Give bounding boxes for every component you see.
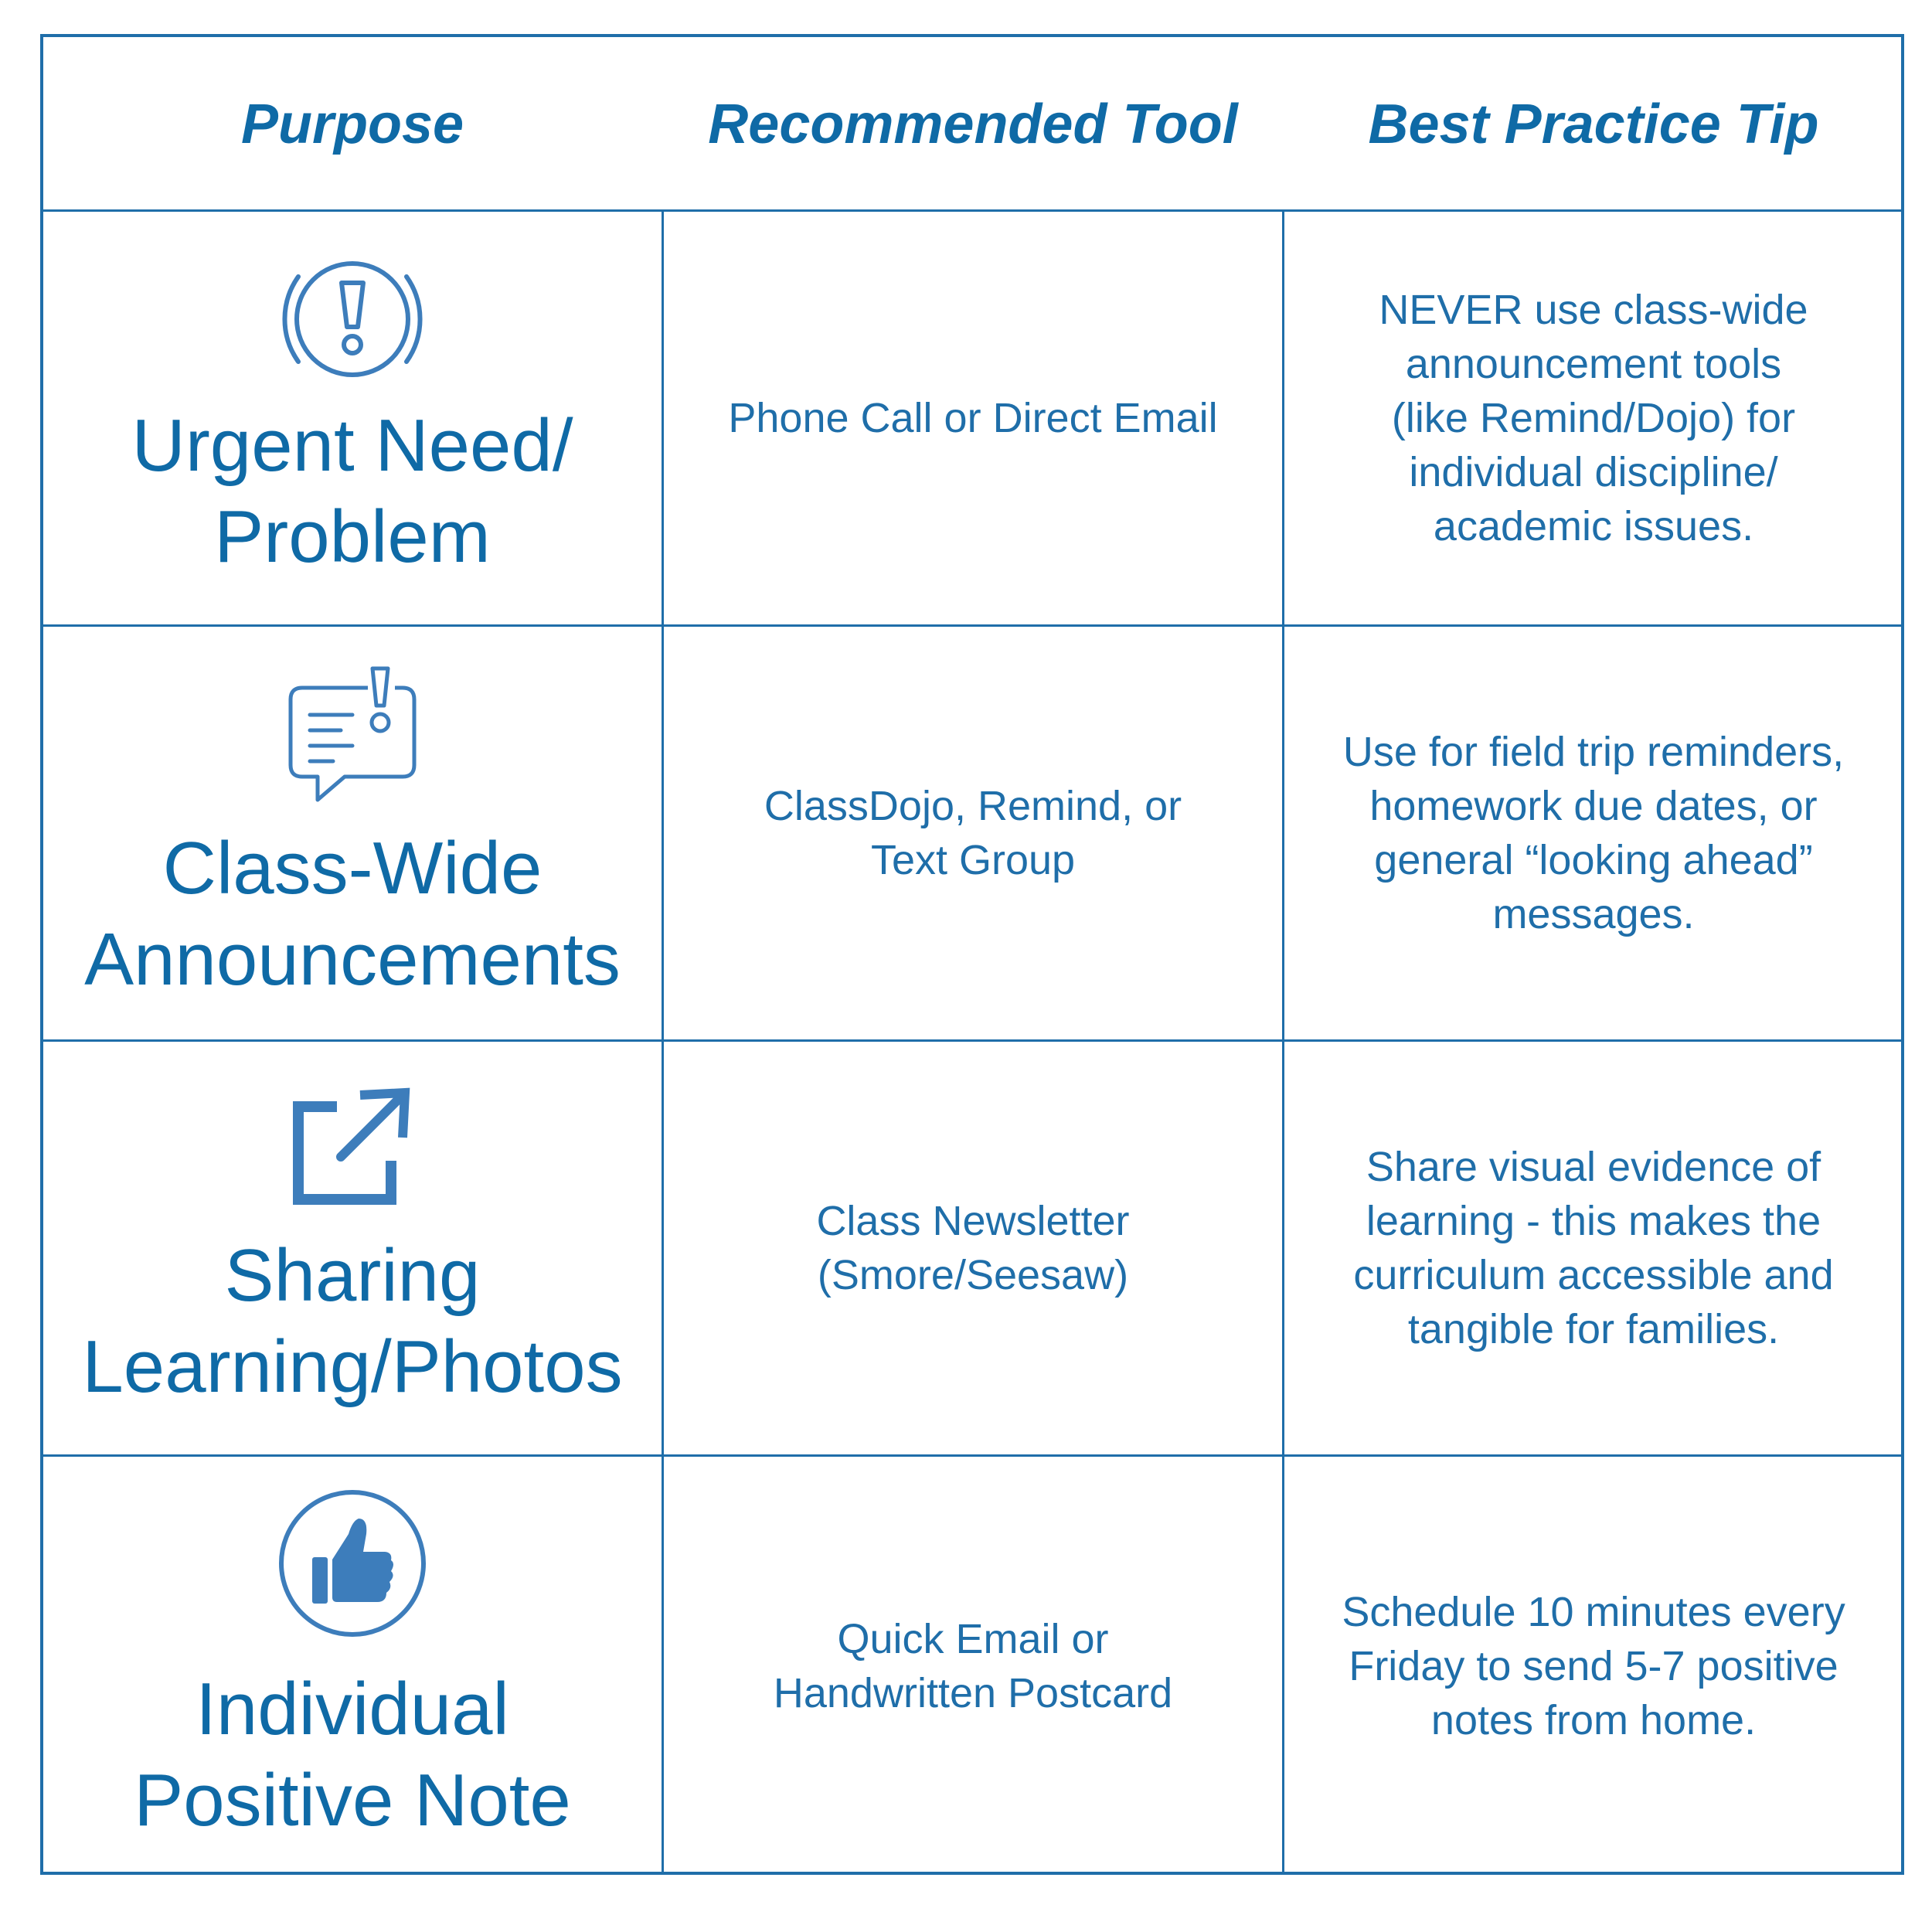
table-row-tool-cell [664,212,1282,624]
alert-circle-icon [267,253,437,385]
tip-text: Share visual evidence of learning - this makes the curriculum accessible and tangible for families. [1353,1144,1834,1352]
tool-text: Phone Call or Direct Email [728,395,1218,441]
tool-text: ClassDojo, Remind, or Text Group [764,783,1182,883]
table-row-purpose-cell [43,212,662,624]
share-arrow-icon [283,1083,422,1215]
header-recommended-tool: Recommended Tool [708,94,1238,155]
tool-text: Class Newsletter (Smore/Seesaw) [816,1198,1130,1298]
table-row-purpose-cell [43,1042,662,1454]
communication-table [40,34,1904,1875]
table-row-purpose-cell [43,1457,662,1875]
thumbs-up-icon [275,1486,430,1641]
header-best-practice-tip: Best Practice Tip [1368,94,1819,155]
table-row-tool-cell [664,627,1282,1039]
purpose-label: Sharing Learning/Photos [82,1234,623,1408]
table-row-tip-cell [1284,627,1903,1039]
table-row-tip-cell [1284,212,1903,624]
table-row-tool-cell [664,1042,1282,1454]
purpose-label: Class-Wide Announcements [84,827,621,1001]
table-row-tool-cell [664,1457,1282,1875]
table-row-purpose-cell [43,627,662,1039]
tool-text: Quick Email or Handwritten Postcard [773,1615,1173,1716]
table-row-tip-cell [1284,1457,1903,1875]
header-purpose: Purpose [240,94,464,155]
chat-alert-icon [275,661,430,808]
tip-text: Schedule 10 minutes every Friday to send 5-7 positive notes from home. [1342,1588,1845,1743]
tip-text: Use for field trip reminders, homework due dates, or general “looking ahead” messages. [1342,729,1845,937]
purpose-label: Individual Positive Note [134,1667,571,1842]
tip-text: NEVER use class-wide announcement tools (like Remind/Dojo) for individual discipline/ academic issues. [1379,287,1808,549]
purpose-label: Urgent Need/ Problem [131,404,573,578]
table-row-tip-cell [1284,1042,1903,1454]
